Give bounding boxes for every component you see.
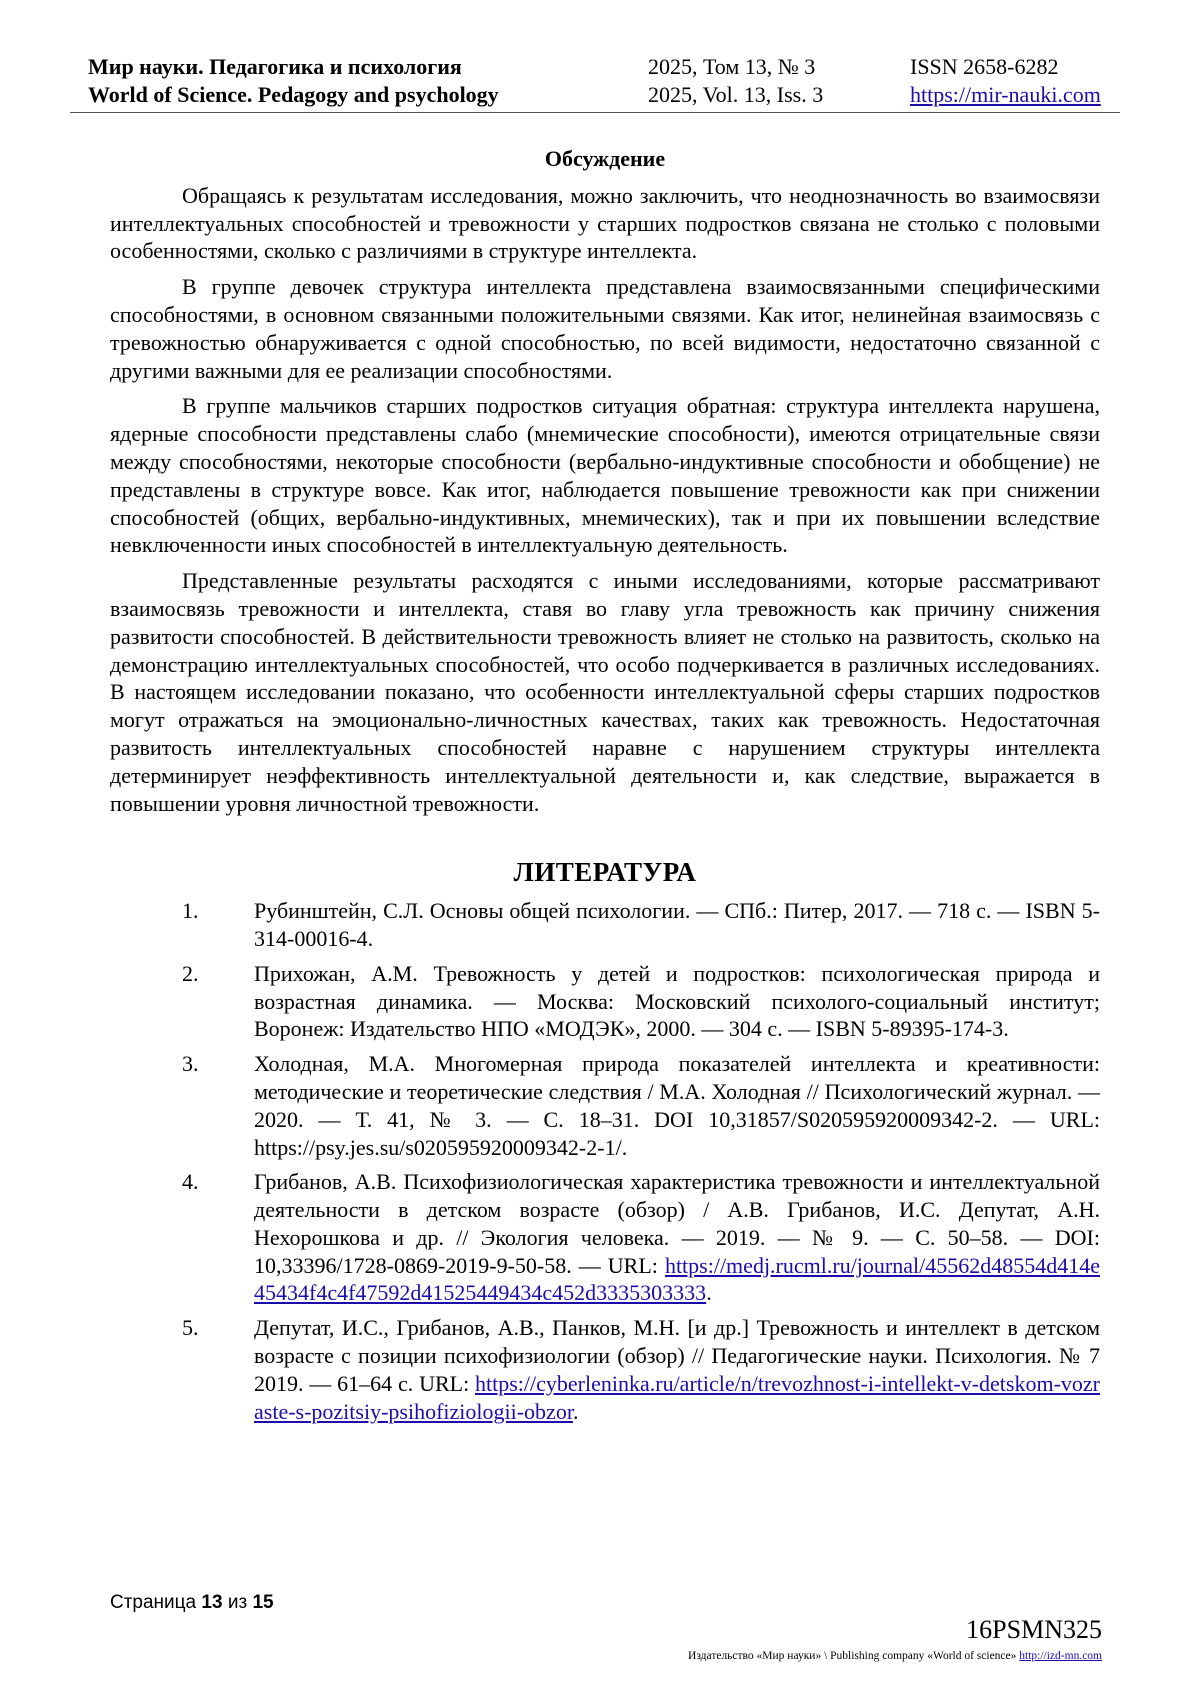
reference-item (110, 897, 1100, 953)
reference-item (110, 1050, 1100, 1161)
page-sep: из (227, 1592, 248, 1613)
reference-item (110, 1168, 1100, 1307)
reference-url-link[interactable]: https://cyberleninka.ru/article/n/trevozhnost-i-intellekt-v-detskom-vozraste-s-pozitsiy-psihofiziologii-obzor (254, 1370, 1100, 1424)
reference-text (254, 1050, 1100, 1161)
reference-text (254, 897, 1100, 953)
discussion-title: Обсуждение (544, 146, 666, 171)
publisher-line (688, 1650, 1102, 1662)
reference-text (254, 1168, 1100, 1307)
journal-site-link[interactable]: https://mir-nauki.com (910, 82, 1101, 107)
reference-trailing: . (572, 1398, 579, 1424)
reference-trailing: . (706, 1280, 712, 1306)
discussion-paragraph-4: Представленные результаты расходятся с иными исследованиями, которые рассматривают взаимосвязь тревожности и интеллекта, ставя во главу угла тревожность как причину снижения развитости способностей. В действительности тревожность влияет не столько на развитость, сколько на демонстрацию интеллектуальных способностей, что особо подчеркивается в различных исследованиях. В настоящем исследовании показано, что особенности интеллектуальной сферы старших подростков могут отражаться на эмоционально-личностных качествах, таких как тревожность. Недостаточная развитость интеллектуальных способностей наравне с нарушением структуры интеллекта детерминирует неэффективность интеллектуальной деятельности и, как следствие, выражается в повышении уровня личностной тревожности. (110, 568, 1100, 816)
journal-title (88, 53, 499, 109)
discussion-paragraph-3: В группе мальчиков старших подростков ситуация обратная: структура интеллекта нарушена, ядерные способности представлены слабо (мнемические способности), имеются отрицательные связи между способностями, некоторые способности (вербально-индуктивные способности и обобщение) не представлены в структуре вовсе. Как итог, наблюдается повышение тревожности как при снижении способностей (общих, вербально-индуктивных, мнемических), так и при их повышении вследствие невключенности иных способностей в интеллектуальную деятельность. (110, 393, 1100, 558)
reference-body: Холодная, М.А. Многомерная природа показателей интеллекта и креативности: методические и теоретические следствия / М.А. Холодная // Психологический журнал. — 2020. — Т. 41, № 3. — С. 18–31. DOI 10,31857/S020595920009342-2. — URL: https://psy.jes.su/s020595920009342-2-1/. (254, 1051, 1100, 1160)
reference-number: 3. (182, 1051, 199, 1077)
publisher-text: Издательство «Мир науки» \ Publishing company «World of science» (688, 1650, 1020, 1662)
reference-text (254, 1314, 1100, 1425)
reference-body: Депутат, И.С., Грибанов, А.В., Панков, М.Н. [и др.] Тревожность и интеллект в детском возрасте с позиции психофизиологии (обзор) // Педагогические науки. Психология. № 7 2019. — 61–64 с. URL: (254, 1315, 1100, 1396)
issn-block (910, 53, 1101, 109)
references-title: ЛИТЕРАТУРА (513, 857, 697, 888)
page-current: 13 (201, 1592, 223, 1613)
journal-title-ru: Мир науки. Педагогика и психология (88, 54, 462, 79)
page-number (110, 1592, 274, 1614)
issn: ISSN 2658-6282 (910, 54, 1059, 79)
reference-number: 2. (182, 960, 199, 986)
issue-info-ru: 2025, Том 13, № 3 (648, 54, 816, 79)
page-label: Страница (110, 1592, 197, 1613)
reference-item (110, 1314, 1100, 1425)
reference-number: 4. (182, 1169, 199, 1195)
discussion-paragraph-1: Обращаясь к результатам исследования, можно заключить, что неоднозначность во взаимосвязи интеллектуальных способностей и тревожности у старших подростков связана не столько с половыми особенностями, сколько с различиями в структуре интеллекта. (110, 182, 1100, 264)
discussion-paragraph-2: В группе девочек структура интеллекта представлена взаимосвязанными специфическими способностями, в основном связанными положительными связями. Как итог, нелинейная взаимосвязь с тревожностью обнаруживается с одной способностью, по всей видимости, недостаточно связанной с другими важными для ее реализации способностями. (110, 274, 1100, 383)
page-header (70, 50, 1120, 113)
issue-info-en: 2025, Vol. 13, Iss. 3 (648, 82, 824, 107)
reference-body: Рубинштейн, С.Л. Основы общей психологии. — СПб.: Питер, 2017. — 718 с. — ISBN 5-314-00016-4. (254, 898, 1100, 951)
reference-number: 5. (182, 1315, 199, 1341)
reference-body: Прихожан, А.М. Тревожность у детей и подростков: психологическая природа и возрастная динамика. — Москва: Московский психолого-социальный институт; Воронеж: Издательство НПО «МОДЭК», 2000. — 304 с. — ISBN 5-89395-174-3. (254, 960, 1100, 1042)
document-code: 16PSMN325 (966, 1615, 1102, 1644)
reference-text (254, 960, 1100, 1043)
reference-number: 1. (182, 898, 199, 924)
reference-body: Грибанов, А.В. Психофизиологическая характеристика тревожности и интеллектуальной деятельности в детском возрасте (обзор) / А.В. Грибанов, И.С. Депутат, А.Н. Нехорошкова и др. // Экология человека. — 2019. — № 9. — С. 50–58. — DOI: 10,33396/1728-0869-2019-9-50-58. — URL: (254, 1169, 1100, 1278)
article-body (110, 145, 1100, 1432)
reference-url-link[interactable]: https://medj.rucml.ru/journal/45562d48554d414e45434f4c4f47592d41525449434c452d3335303333 (254, 1252, 1100, 1306)
reference-item (110, 960, 1100, 1043)
journal-title-en: World of Science. Pedagogy and psychology (88, 82, 499, 107)
publisher-link[interactable]: http://izd-mn.com (1019, 1650, 1102, 1662)
page-total: 15 (252, 1592, 274, 1613)
issue-info (648, 53, 823, 109)
